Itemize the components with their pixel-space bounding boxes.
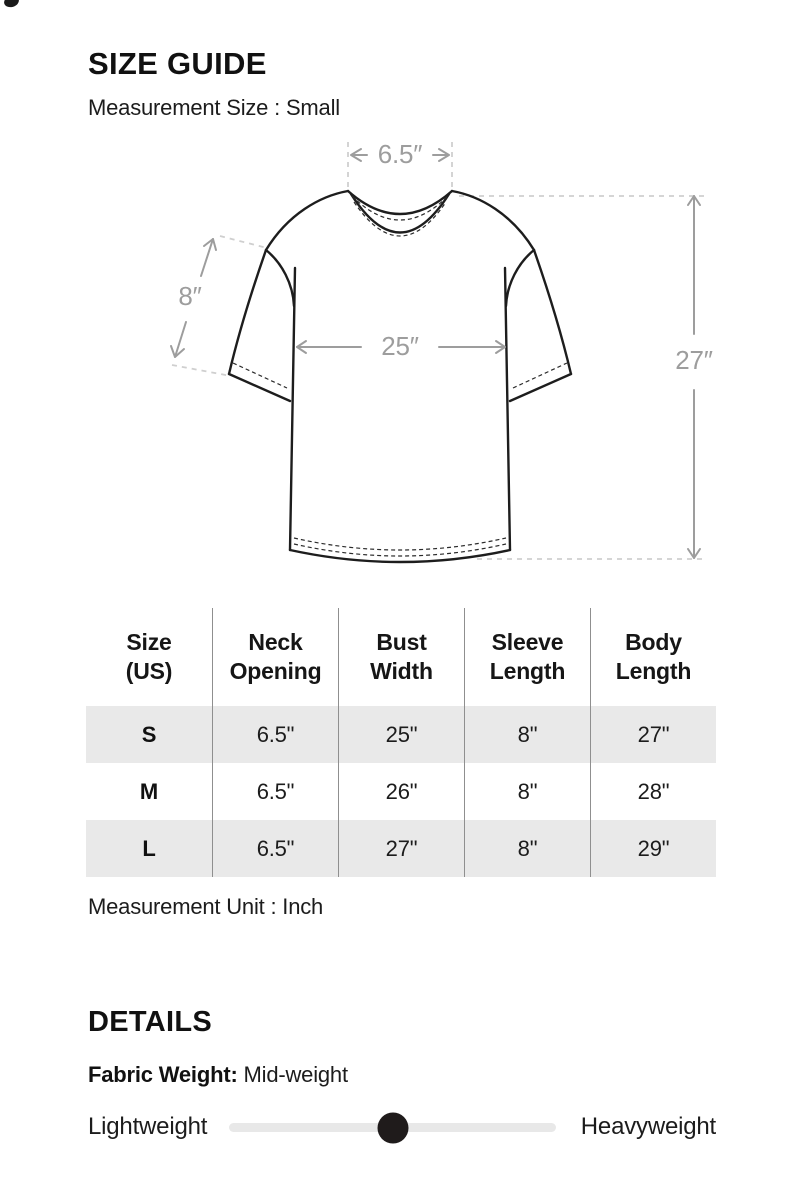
header-body-length: Body Length xyxy=(590,608,716,706)
header-neck-opening: Neck Opening xyxy=(212,608,338,706)
fabric-weight-label: Fabric Weight: xyxy=(88,1062,238,1087)
cell-body: 29" xyxy=(590,820,716,877)
slider-label-lightweight: Lightweight xyxy=(88,1113,208,1140)
cell-neck: 6.5" xyxy=(212,706,338,763)
shoulder-left xyxy=(266,191,348,250)
cell-sleeve: 8" xyxy=(464,706,590,763)
cell-bust: 27" xyxy=(338,820,464,877)
tshirt-outline xyxy=(229,191,571,562)
details-title: DETAILS xyxy=(88,1006,213,1038)
measurement-unit-note: Measurement Unit : Inch xyxy=(88,894,324,919)
body-length-measurement xyxy=(688,196,700,558)
cell-body: 27" xyxy=(590,706,716,763)
cell-size: M xyxy=(139,778,159,804)
sleeve-left-outer xyxy=(229,250,266,374)
fabric-weight-slider-track xyxy=(229,1123,556,1132)
slider-label-heavyweight: Heavyweight xyxy=(580,1113,716,1140)
fabric-weight-value: Mid-weight xyxy=(243,1062,348,1087)
cell-size: S xyxy=(141,721,157,747)
cell-neck: 6.5" xyxy=(212,820,338,877)
cell-sleeve: 8" xyxy=(464,763,590,820)
sleeve-length-value: 8″ xyxy=(178,281,202,311)
cell-neck: 6.5" xyxy=(212,763,338,820)
bust-width-value: 25″ xyxy=(381,331,419,361)
cell-bust: 26" xyxy=(338,763,464,820)
sleeve-right-outer xyxy=(534,250,571,374)
table-row-l xyxy=(86,820,716,877)
measurement-size-subtitle: Measurement Size : Small xyxy=(88,95,340,120)
sleeve-left-hem xyxy=(229,374,290,401)
measurement-guide-lines xyxy=(172,142,707,559)
sleeve-right-hem xyxy=(510,374,571,401)
fabric-weight-slider-knob[interactable] xyxy=(377,1112,408,1143)
tshirt-measurement-diagram xyxy=(0,138,800,568)
armhole-right xyxy=(506,250,534,306)
body-right-side xyxy=(505,268,510,550)
body-left-side xyxy=(290,268,295,550)
table-row-m xyxy=(86,763,716,820)
stitching-lines xyxy=(233,196,567,556)
cell-bust: 25" xyxy=(338,706,464,763)
cell-sleeve: 8" xyxy=(464,820,590,877)
neck-opening-value: 6.5″ xyxy=(377,139,423,169)
cropped-glyph-artifact xyxy=(3,0,20,9)
armhole-left xyxy=(266,250,294,306)
cell-size: L xyxy=(142,835,156,861)
fabric-weight-line xyxy=(88,1062,348,1088)
shoulder-right xyxy=(452,191,534,250)
cell-body: 28" xyxy=(590,763,716,820)
size-table xyxy=(86,608,716,877)
table-row-s xyxy=(86,706,716,763)
size-table-header xyxy=(86,608,716,706)
fabric-weight-slider xyxy=(0,1109,800,1145)
header-bust-width: Bust Width xyxy=(338,608,464,706)
header-sleeve-length: Sleeve Length xyxy=(464,608,590,706)
size-guide-title: SIZE GUIDE xyxy=(88,46,267,81)
header-size: Size (US) xyxy=(125,629,173,684)
body-length-value: 27″ xyxy=(675,345,713,375)
